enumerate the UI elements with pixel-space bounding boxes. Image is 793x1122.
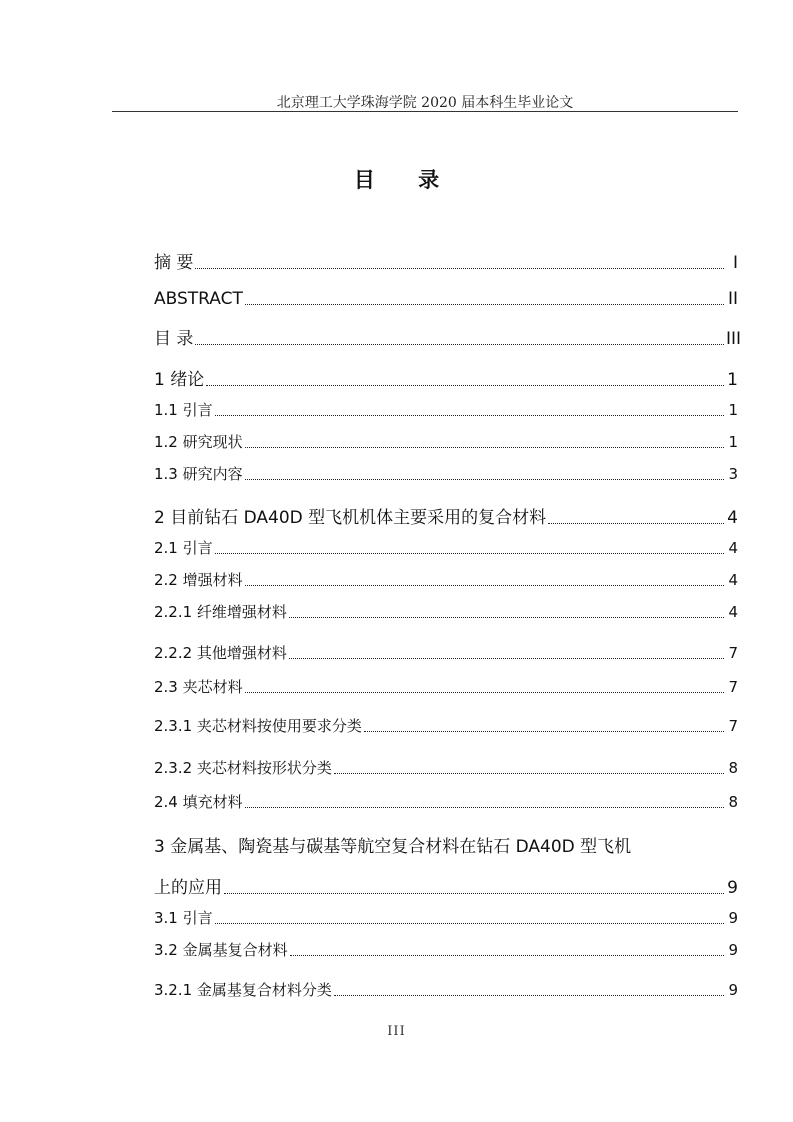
page-header: 北京理工大学珠海学院 2020 届本科生毕业论文 <box>276 95 574 111</box>
toc-entry-page: 8 <box>728 759 738 777</box>
toc-leader-dots <box>289 657 724 659</box>
toc-entry-1-2[interactable] <box>154 431 738 452</box>
toc-entry-3-2-1[interactable] <box>154 979 738 1000</box>
toc-entry-page: 8 <box>728 793 738 811</box>
toc-title: 目 录 <box>353 168 458 192</box>
toc-leader-dots <box>245 446 724 448</box>
toc-entry-page: 1 <box>727 370 738 390</box>
toc-entry-page: 9 <box>728 981 738 999</box>
toc-entry-2-2-1[interactable] <box>154 601 738 622</box>
toc-entry-label: 1 绪论 <box>154 370 205 390</box>
toc-entry-chapter-1[interactable] <box>154 365 738 390</box>
toc-leader-dots <box>206 384 724 386</box>
toc-entry-page: 4 <box>728 539 738 557</box>
toc-entry-label: 1.2 研究现状 <box>154 433 243 451</box>
toc-entry-label: 2 目前钻石 DA40D 型飞机机体主要采用的复合材料 <box>154 508 547 528</box>
toc-entry-abstract-cn[interactable] <box>154 248 738 273</box>
toc-entry-label: ABSTRACT <box>154 289 243 309</box>
toc-entry-label: 3.2 金属基复合材料 <box>154 941 288 959</box>
toc-entry-page: 3 <box>728 465 738 483</box>
toc-entry-page: 9 <box>728 909 738 927</box>
toc-entry-label: 2.3 夹芯材料 <box>154 678 243 696</box>
toc-entry-label: 2.2.1 纤维增强材料 <box>154 603 287 621</box>
toc-entry-1-3[interactable] <box>154 463 738 484</box>
toc-entry-3-2[interactable] <box>154 939 738 960</box>
toc-leader-dots <box>290 954 724 956</box>
toc-entry-1-1[interactable] <box>154 399 738 420</box>
toc-entry-page: 9 <box>727 878 738 898</box>
toc-leader-dots <box>548 522 724 524</box>
toc-entry-2-1[interactable] <box>154 537 738 558</box>
toc-entry-page: 1 <box>728 433 738 451</box>
toc-entry-label: 3.2.1 金属基复合材料分类 <box>154 981 332 999</box>
toc-entry-page: III <box>726 329 742 349</box>
toc-entry-page: 9 <box>728 941 738 959</box>
toc-leader-dots <box>289 616 724 618</box>
toc-leader-dots <box>215 922 724 924</box>
toc-leader-dots <box>245 303 724 305</box>
toc-entry-label: 目 录 <box>154 329 194 349</box>
toc-entry-label: 3.1 引言 <box>154 909 213 927</box>
toc-entry-2-4[interactable] <box>154 791 738 812</box>
toc-leader-dots <box>195 343 724 345</box>
toc-entry-2-2-2[interactable] <box>154 642 738 663</box>
table-of-contents <box>154 0 742 1000</box>
toc-leader-dots <box>245 806 724 808</box>
toc-entry-abstract-en[interactable] <box>154 289 738 309</box>
toc-leader-dots <box>334 772 724 774</box>
toc-entry-page: 4 <box>728 603 738 621</box>
toc-entry-page: 4 <box>728 571 738 589</box>
toc-entry-label: 2.3.1 夹芯材料按使用要求分类 <box>154 717 362 735</box>
toc-entry-2-2[interactable] <box>154 569 738 590</box>
toc-entry-label: 2.2.2 其他增强材料 <box>154 644 287 662</box>
toc-entry-chapter-3-continued[interactable] <box>154 873 738 898</box>
toc-leader-dots <box>245 691 724 693</box>
toc-leader-dots <box>364 730 724 732</box>
toc-entry-label: 2.3.2 夹芯材料按形状分类 <box>154 759 332 777</box>
toc-entry-3-1[interactable] <box>154 907 738 928</box>
toc-leader-dots <box>224 892 724 894</box>
toc-entry-label: 3 金属基、陶瓷基与碳基等航空复合材料在钻石 DA40D 型飞机 <box>154 837 632 857</box>
toc-entry-page: 7 <box>728 644 738 662</box>
toc-entry-label: 摘 要 <box>154 253 194 273</box>
toc-entry-contents[interactable] <box>154 324 742 349</box>
toc-entry-label: 1.3 研究内容 <box>154 465 243 483</box>
toc-entry-page: 7 <box>728 717 738 735</box>
toc-entry-label: 2.1 引言 <box>154 539 213 557</box>
toc-entry-label: 上的应用 <box>154 878 222 898</box>
toc-leader-dots <box>334 994 724 996</box>
toc-entry-label: 1.1 引言 <box>154 401 213 419</box>
toc-entry-page: 4 <box>727 508 738 528</box>
toc-entry-chapter-3[interactable] <box>154 832 738 857</box>
toc-entry-2-3-2[interactable] <box>154 757 738 778</box>
toc-leader-dots <box>215 552 724 554</box>
toc-entry-label: 2.4 填充材料 <box>154 793 243 811</box>
toc-leader-dots <box>245 478 724 480</box>
toc-entry-chapter-2[interactable] <box>154 503 738 528</box>
toc-leader-dots <box>245 584 724 586</box>
page-number-footer: III <box>387 1024 406 1039</box>
toc-entry-2-3-1[interactable] <box>154 715 738 736</box>
toc-entry-page: II <box>727 289 738 309</box>
toc-entry-page: 7 <box>728 678 738 696</box>
toc-entry-label: 2.2 增强材料 <box>154 571 243 589</box>
toc-entry-page: I <box>732 253 738 273</box>
toc-entry-page: 1 <box>728 401 738 419</box>
toc-leader-dots <box>215 414 724 416</box>
toc-leader-dots <box>195 267 724 269</box>
toc-entry-2-3[interactable] <box>154 676 738 697</box>
